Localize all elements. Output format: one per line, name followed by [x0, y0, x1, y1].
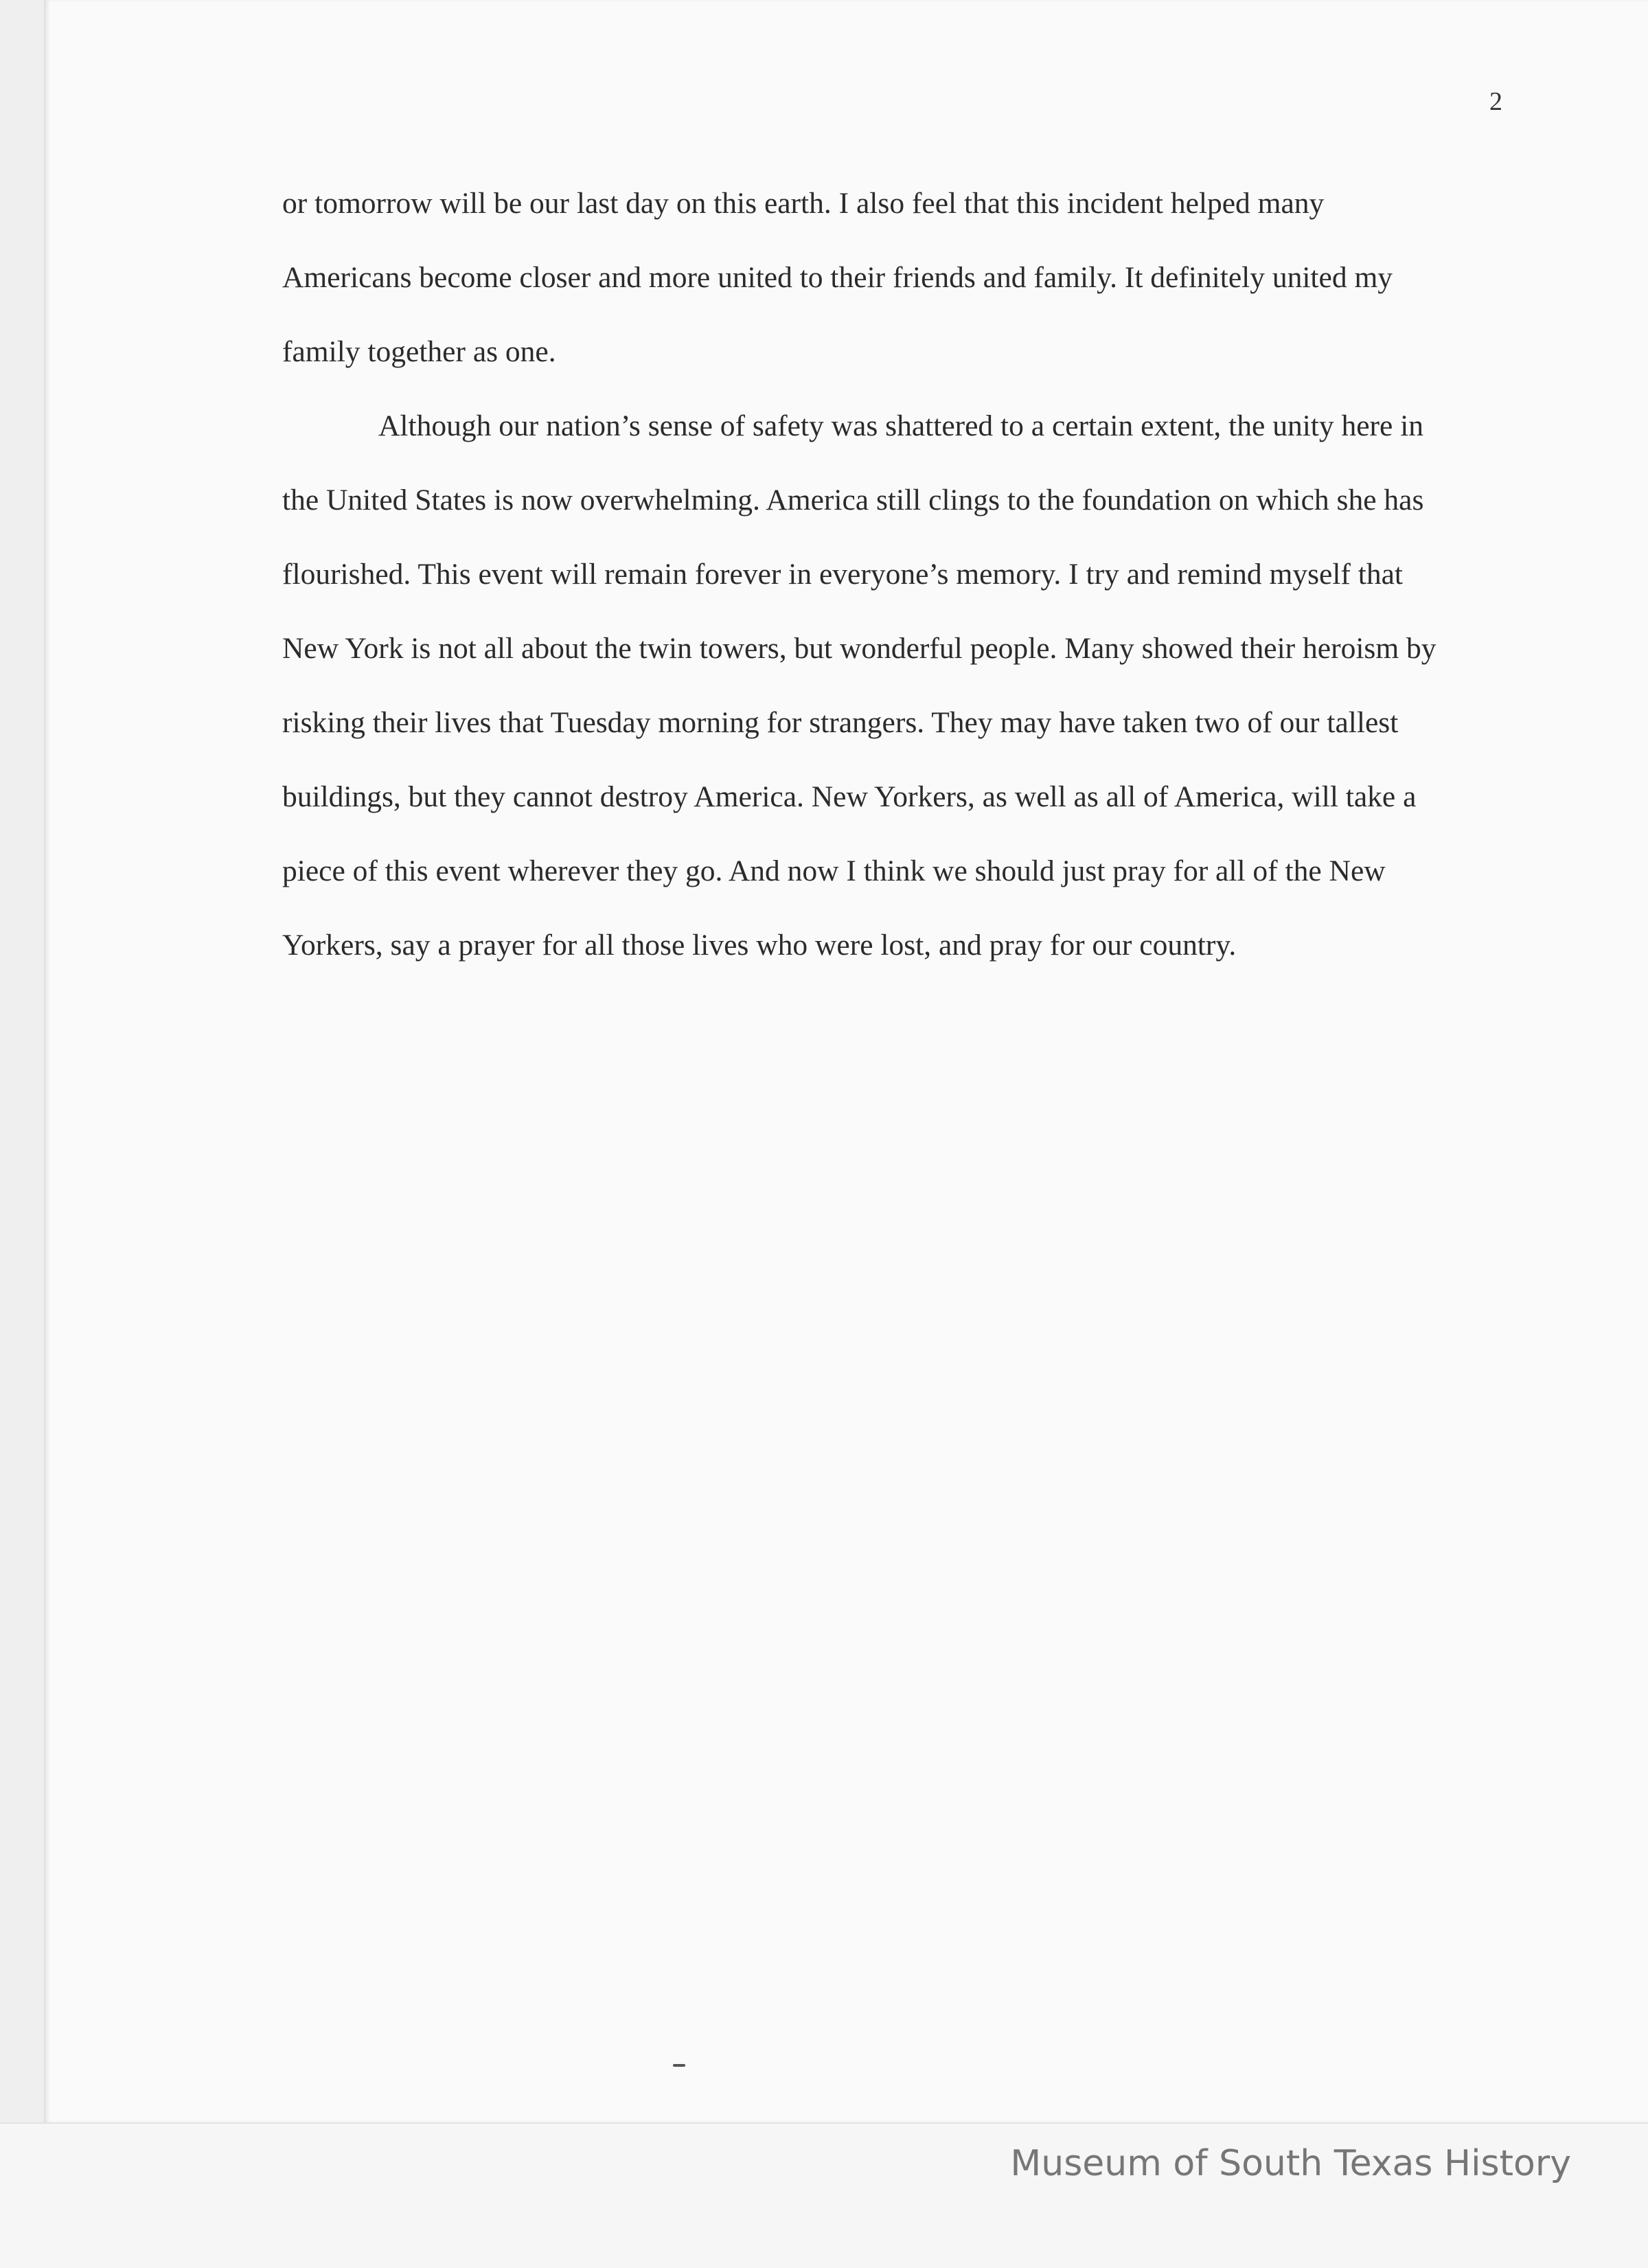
essay-body [282, 177, 1546, 993]
paper-sheet [44, 0, 1648, 2122]
text-line: risking their lives that Tuesday morning for strangers. They may have taken two of our tallest [282, 706, 1399, 739]
text-line: Yorkers, say a prayer for all those lives who were lost, and pray for our country. [282, 929, 1237, 962]
page-number: 2 [1489, 87, 1502, 116]
text-line: piece of this event wherever they go. And now I think we should just pray for all of the New [282, 854, 1386, 887]
scan-speck [673, 2064, 685, 2067]
text-line: the United States is now overwhelming. America still clings to the foundation on which she has [282, 484, 1424, 517]
text-line: or tomorrow will be our last day on this earth. I also feel that this incident helped many [282, 187, 1325, 220]
text-line: flourished. This event will remain forever in everyone’s memory. I try and remind myself that [282, 558, 1403, 591]
text-line: Although our nation’s sense of safety was shattered to a certain extent, the unity here in [378, 409, 1424, 442]
text-line: New York is not all about the twin towers, but wonderful people. Many showed their heroism by [282, 632, 1437, 665]
text-line: buildings, but they cannot destroy America. New Yorkers, as well as all of America, will take a [282, 780, 1417, 813]
text-line: family together as one. [282, 335, 556, 368]
text-line: Americans become closer and more united to their friends and family. It definitely united my [282, 261, 1393, 294]
watermark-label: Museum of South Texas History [1010, 2143, 1571, 2184]
